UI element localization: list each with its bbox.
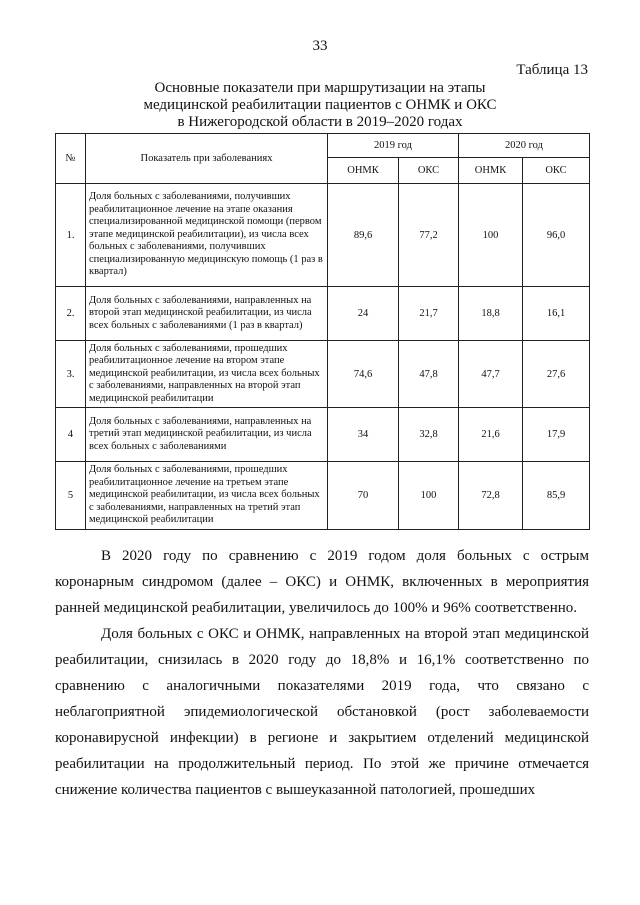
row-indicator: Доля больных с заболеваниями, получивших реабилитационное лечение на этапе оказания специализированной медицинской помощи (первом этапе медицинской реабилитации), из числа всех больных с заболеваниями, получивших специализированную медицинскую помощь (1 раз в квартал) [86, 184, 328, 287]
page-number: 33 [312, 38, 328, 54]
cell-oks-2019: 21,7 [399, 287, 459, 341]
indicators-table [55, 133, 590, 530]
row-number: 4 [56, 408, 86, 462]
cell-onmk-2020: 47,7 [459, 341, 523, 408]
cell-onmk-2019: 74,6 [328, 341, 399, 408]
table-row [56, 287, 590, 341]
body-paragraph: Доля больных с ОКС и ОНМК, направленных на второй этап медицинской реабилитации, снизилась в 2020 году до 18,8% и 16,1% соответственно по сравнению с аналогичными показателями 2019 года, что связано с неблагоприятной эпидемиологической обстановкой (рост заболеваемости коронавирусной инфекции) в регионе и закрытием отделений медицинской реабилитации на продолжительный период. По этой же причине отмечается снижение количества пациентов с вышеуказанной патологией, прошедших [55, 626, 589, 798]
cell-onmk-2020: 21,6 [459, 408, 523, 462]
header-indicator: Показатель при заболеваниях [86, 134, 328, 184]
table-label: Таблица 13 [516, 62, 588, 78]
row-number: 1. [56, 184, 86, 287]
header-year-2019: 2019 год [328, 134, 459, 158]
header-oks-2020: ОКС [523, 158, 590, 184]
cell-oks-2020: 85,9 [523, 462, 590, 530]
cell-oks-2020: 16,1 [523, 287, 590, 341]
cell-oks-2019: 47,8 [399, 341, 459, 408]
row-indicator: Доля больных с заболеваниями, прошедших реабилитационное лечение на втором этапе медицинской реабилитации, из числа всех больных с заболеваниями, направленных на второй этап медицинской реабилитации [86, 341, 328, 408]
cell-onmk-2020: 72,8 [459, 462, 523, 530]
cell-oks-2019: 77,2 [399, 184, 459, 287]
header-year-2020: 2020 год [459, 134, 590, 158]
body-paragraph: В 2020 году по сравнению с 2019 годом доля больных с острым коронарным синдромом (далее – ОКС) и ОНМК, включенных в мероприятия ранней медицинской реабилитации, увеличилось до 100% и 96% соответственно. [55, 548, 589, 616]
row-number: 2. [56, 287, 86, 341]
cell-oks-2020: 17,9 [523, 408, 590, 462]
cell-oks-2020: 96,0 [523, 184, 590, 287]
cell-onmk-2019: 89,6 [328, 184, 399, 287]
header-onmk-2019: ОНМК [328, 158, 399, 184]
cell-onmk-2019: 24 [328, 287, 399, 341]
header-number: № [56, 134, 86, 184]
table-caption [80, 80, 560, 131]
header-row-years [56, 134, 590, 158]
caption-line: в Нижегородской области в 2019–2020 годах [177, 114, 463, 130]
cell-oks-2020: 27,6 [523, 341, 590, 408]
row-number: 5 [56, 462, 86, 530]
table-row [56, 341, 590, 408]
caption-line: медицинской реабилитации пациентов с ОНМК и ОКС [143, 97, 497, 113]
cell-onmk-2019: 34 [328, 408, 399, 462]
row-indicator: Доля больных с заболеваниями, направленных на третий этап медицинской реабилитации, из числа всех больных с заболеваниями [86, 408, 328, 462]
row-indicator: Доля больных с заболеваниями, направленных на второй этап медицинской реабилитации, из числа всех больных с заболеваниями (1 раз в квартал) [86, 287, 328, 341]
cell-onmk-2020: 18,8 [459, 287, 523, 341]
row-number: 3. [56, 341, 86, 408]
cell-onmk-2020: 100 [459, 184, 523, 287]
table-row [56, 408, 590, 462]
cell-oks-2019: 32,8 [399, 408, 459, 462]
cell-oks-2019: 100 [399, 462, 459, 530]
table-row [56, 462, 590, 530]
cell-onmk-2019: 70 [328, 462, 399, 530]
header-oks-2019: ОКС [399, 158, 459, 184]
row-indicator: Доля больных с заболеваниями, прошедших реабилитационное лечение на третьем этапе медицинской реабилитации, из числа всех больных с заболеваниями, направленных на третий этап медицинской реабилитации [86, 462, 328, 530]
caption-line: Основные показатели при маршрутизации на этапы [154, 80, 486, 96]
table-row [56, 184, 590, 287]
header-onmk-2020: ОНМК [459, 158, 523, 184]
